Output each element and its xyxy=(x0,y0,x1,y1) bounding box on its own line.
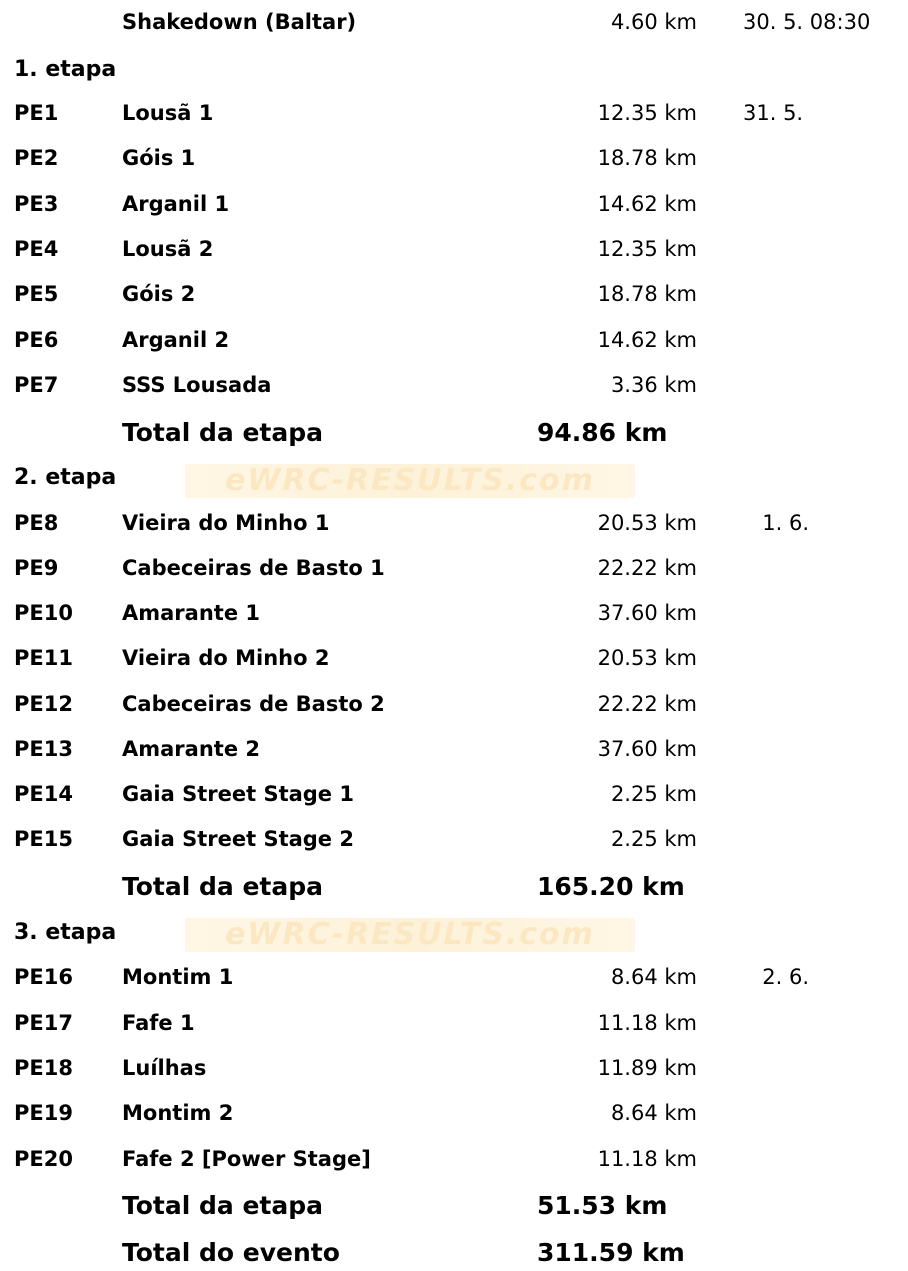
stage-distance: 14.62 km xyxy=(597,192,697,216)
stage-row xyxy=(0,234,908,264)
leg-title-1: 1. etapa xyxy=(14,57,117,82)
stage-distance: 37.60 km xyxy=(597,601,697,625)
stage-name: Cabeceiras de Basto 2 xyxy=(122,692,385,716)
stage-distance: 18.78 km xyxy=(597,146,697,170)
stage-row xyxy=(0,734,908,764)
stage-code: PE18 xyxy=(14,1056,73,1080)
stage-row xyxy=(0,1008,908,1038)
stage-distance: 12.35 km xyxy=(597,101,697,125)
leg-title-3: 3. etapa xyxy=(14,920,117,945)
stage-code: PE20 xyxy=(14,1147,73,1171)
stage-row xyxy=(0,824,908,854)
stage-code: PE6 xyxy=(14,328,59,352)
stage-name: Gaia Street Stage 2 xyxy=(122,827,354,851)
event-total-row xyxy=(0,1235,908,1271)
stage-distance: 11.18 km xyxy=(597,1147,697,1171)
stage-code: PE12 xyxy=(14,692,73,716)
stage-date: 2. 6. xyxy=(762,965,809,989)
stage-name: Góis 1 xyxy=(122,146,196,170)
stage-row xyxy=(0,779,908,809)
stage-code: PE4 xyxy=(14,237,59,261)
stage-code: PE19 xyxy=(14,1101,73,1125)
leg-total-value: 51.53 km xyxy=(537,1191,668,1220)
watermark-logo: eWRC-RESULTS.com xyxy=(185,918,635,952)
stage-row xyxy=(0,962,908,992)
shakedown-distance: 4.60 km xyxy=(610,10,697,34)
leg-total-label: Total da etapa xyxy=(122,418,324,447)
stage-code: PE17 xyxy=(14,1011,73,1035)
stage-distance: 11.18 km xyxy=(597,1011,697,1035)
stage-name: Lousã 2 xyxy=(122,237,214,261)
stage-name: Cabeceiras de Basto 1 xyxy=(122,556,385,580)
stage-distance: 18.78 km xyxy=(597,282,697,306)
stage-name: Góis 2 xyxy=(122,282,196,306)
stage-name: Fafe 1 xyxy=(122,1011,195,1035)
stage-name: Gaia Street Stage 1 xyxy=(122,782,354,806)
stage-name: Montim 1 xyxy=(122,965,234,989)
shakedown-name: Shakedown (Baltar) xyxy=(122,10,357,34)
stage-code: PE15 xyxy=(14,827,73,851)
stage-row xyxy=(0,1053,908,1083)
stage-row xyxy=(0,370,908,400)
stage-code: PE2 xyxy=(14,146,59,170)
stage-code: PE10 xyxy=(14,601,73,625)
stage-code: PE11 xyxy=(14,646,73,670)
stage-code: PE14 xyxy=(14,782,73,806)
stage-code: PE3 xyxy=(14,192,59,216)
stage-date: 31. 5. xyxy=(743,101,804,125)
stage-name: Luílhas xyxy=(122,1056,207,1080)
stage-row xyxy=(0,279,908,309)
stage-distance: 20.53 km xyxy=(597,511,697,535)
stage-row xyxy=(0,325,908,355)
stage-distance: 37.60 km xyxy=(597,737,697,761)
stage-name: Montim 2 xyxy=(122,1101,234,1125)
stage-row xyxy=(0,1098,908,1128)
stage-distance: 8.64 km xyxy=(610,965,697,989)
stage-row xyxy=(0,643,908,673)
stage-code: PE9 xyxy=(14,556,59,580)
stage-name: Vieira do Minho 2 xyxy=(122,646,330,670)
leg-total-label: Total da etapa xyxy=(122,1191,324,1220)
stage-name: Vieira do Minho 1 xyxy=(122,511,330,535)
stage-code: PE8 xyxy=(14,511,59,535)
stage-row xyxy=(0,553,908,583)
watermark-logo: eWRC-RESULTS.com xyxy=(185,464,635,498)
event-total-value: 311.59 km xyxy=(537,1238,685,1267)
stage-distance: 2.25 km xyxy=(610,782,697,806)
stage-code: PE7 xyxy=(14,373,59,397)
stage-code: PE5 xyxy=(14,282,59,306)
stage-row xyxy=(0,508,908,538)
stage-name: Lousã 1 xyxy=(122,101,214,125)
stage-row xyxy=(0,598,908,628)
stage-code: PE16 xyxy=(14,965,73,989)
stage-name: SSS Lousada xyxy=(122,373,272,397)
stage-distance: 22.22 km xyxy=(597,692,697,716)
stage-name: Fafe 2 [Power Stage] xyxy=(122,1147,371,1171)
stage-code: PE13 xyxy=(14,737,73,761)
stage-code: PE1 xyxy=(14,101,59,125)
stage-date: 1. 6. xyxy=(762,511,809,535)
leg-total-value: 165.20 km xyxy=(537,872,685,901)
stage-row xyxy=(0,1144,908,1174)
stage-name: Amarante 1 xyxy=(122,601,260,625)
stage-distance: 12.35 km xyxy=(597,237,697,261)
stage-name: Amarante 2 xyxy=(122,737,260,761)
leg-total-row xyxy=(0,1188,908,1224)
stage-distance: 14.62 km xyxy=(597,328,697,352)
leg-total-row xyxy=(0,415,908,451)
leg-total-value: 94.86 km xyxy=(537,418,668,447)
stage-row xyxy=(0,689,908,719)
stage-distance: 11.89 km xyxy=(597,1056,697,1080)
stage-row xyxy=(0,189,908,219)
stage-distance: 3.36 km xyxy=(610,373,697,397)
stage-distance: 2.25 km xyxy=(610,827,697,851)
stage-distance: 20.53 km xyxy=(597,646,697,670)
shakedown-row xyxy=(0,7,908,37)
stage-row xyxy=(0,143,908,173)
shakedown-date: 30. 5. 08:30 xyxy=(743,10,871,34)
stage-name: Arganil 1 xyxy=(122,192,230,216)
stage-distance: 8.64 km xyxy=(610,1101,697,1125)
stage-row xyxy=(0,98,908,128)
stage-distance: 22.22 km xyxy=(597,556,697,580)
leg-total-label: Total da etapa xyxy=(122,872,324,901)
leg-total-row xyxy=(0,869,908,905)
leg-title-2: 2. etapa xyxy=(14,465,117,490)
stage-name: Arganil 2 xyxy=(122,328,230,352)
event-total-label: Total do evento xyxy=(122,1238,340,1267)
